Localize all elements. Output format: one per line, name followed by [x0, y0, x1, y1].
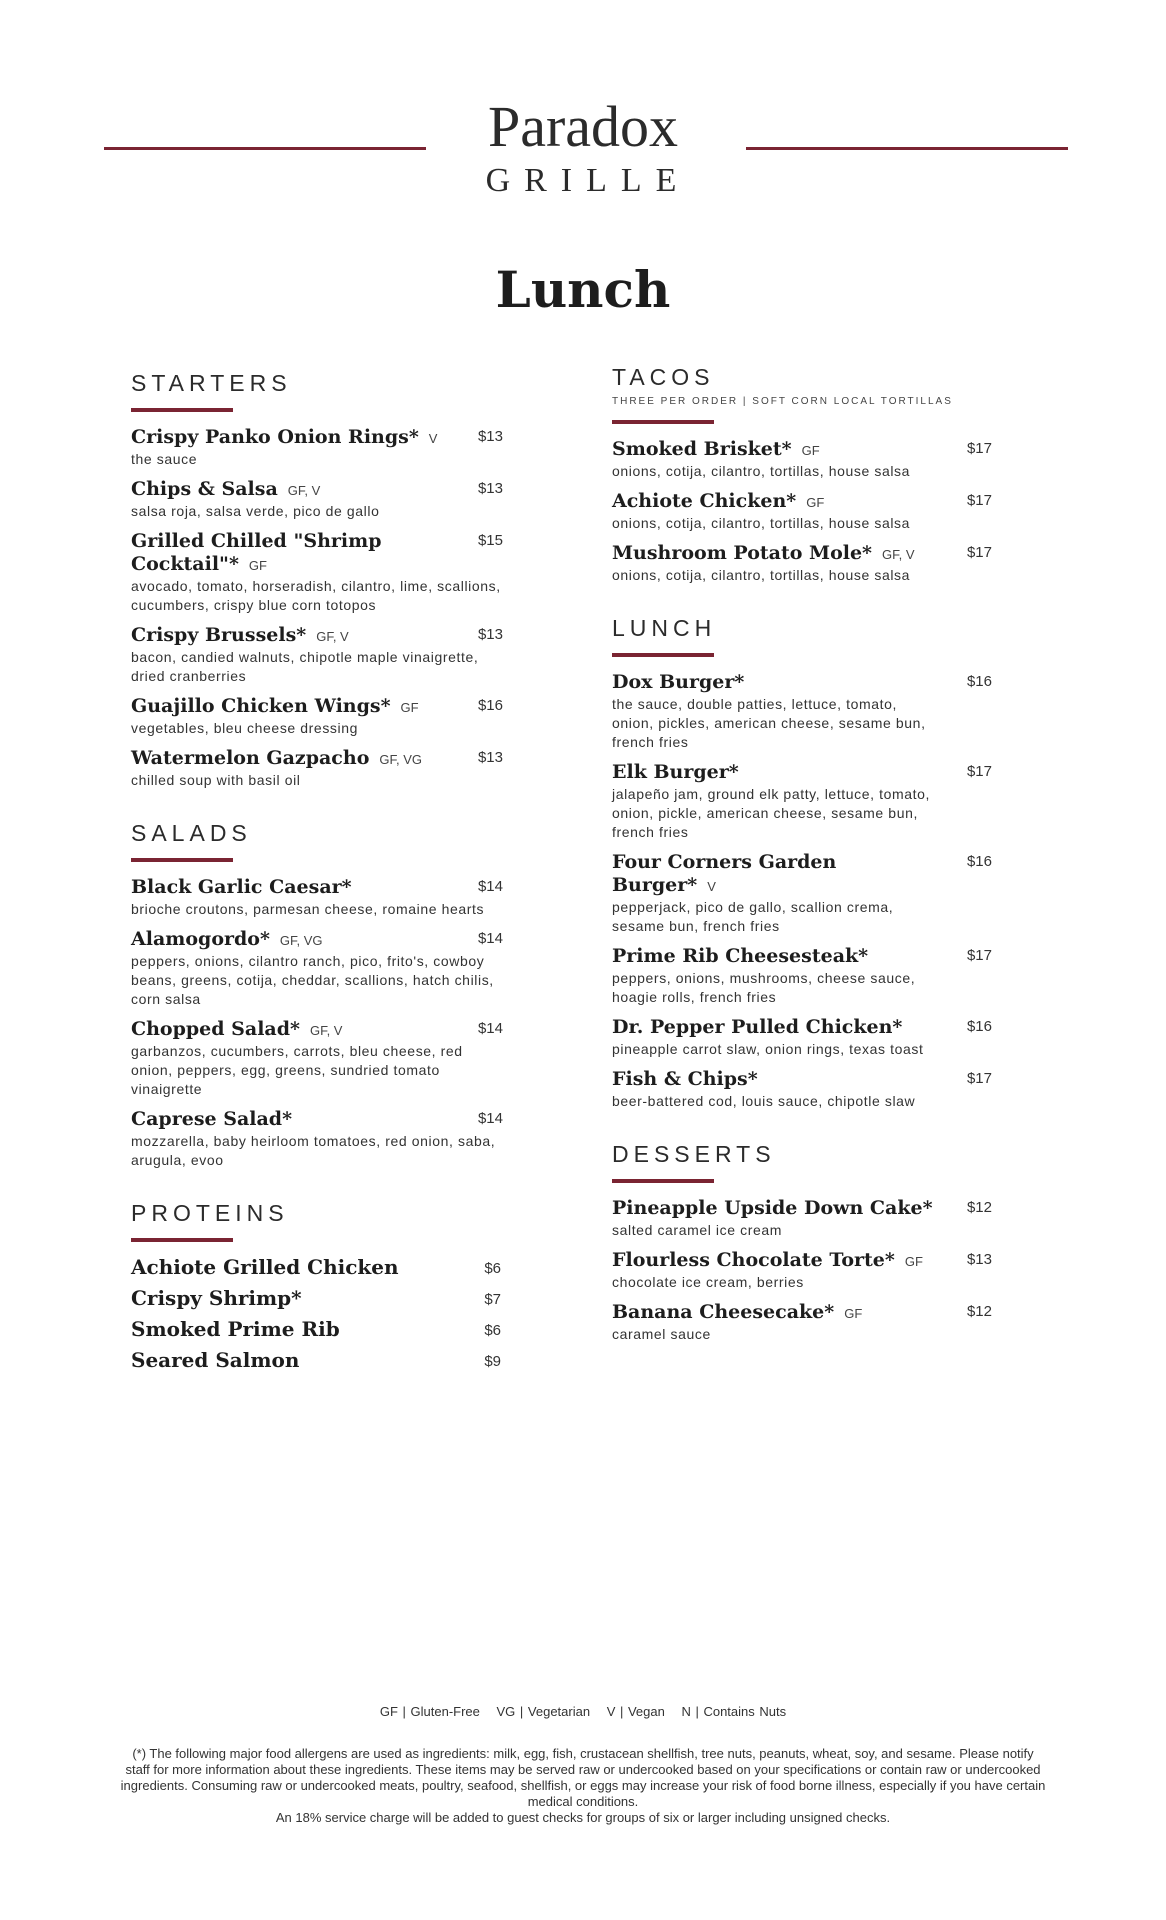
- menu-item-header: [612, 761, 942, 784]
- menu-item-description: onions, cotija, cilantro, tortillas, house salsa: [612, 567, 911, 583]
- menu-item-price: $7: [484, 1291, 501, 1308]
- section-rule: [612, 420, 714, 424]
- right-column: [612, 362, 992, 1372]
- menu-item-name: Guajillo Chicken Wings*: [131, 695, 391, 717]
- menu-item: [612, 945, 992, 1007]
- section-rule: [612, 1179, 714, 1183]
- menu-item-header: [131, 876, 456, 899]
- menu-item-description: caramel sauce: [612, 1326, 711, 1342]
- menu-item-header: [612, 1301, 942, 1324]
- menu-item-name: Dr. Pepper Pulled Chicken*: [612, 1016, 903, 1038]
- section-title: PROTEINS: [131, 1200, 289, 1226]
- menu-item: [612, 1016, 992, 1059]
- section-rule: [131, 1238, 233, 1242]
- dietary-tag: GF: [904, 1254, 923, 1269]
- menu-item-header: [131, 1256, 456, 1279]
- legend-vg: VG | Vegetarian: [496, 1704, 591, 1719]
- menu-item: [612, 1068, 992, 1111]
- menu-item-price: $14: [477, 1020, 503, 1037]
- menu-item-header: [612, 1249, 942, 1272]
- legend-n: N | Contains Nuts: [681, 1704, 787, 1719]
- dietary-tag: GF, V: [309, 1023, 343, 1038]
- menu-item-price: $16: [966, 853, 992, 870]
- page-title: Lunch: [495, 260, 671, 319]
- menu-item-description: bacon, candied walnuts, chipotle maple vinaigrette, dried cranberries: [131, 649, 479, 684]
- section-rule: [612, 653, 714, 657]
- menu-item-price: $14: [477, 930, 503, 947]
- dietary-tag: GF, V: [881, 547, 915, 562]
- menu-item-header: [131, 1108, 456, 1131]
- menu-item-price: $13: [477, 428, 503, 445]
- menu-item-name: Dox Burger*: [612, 671, 745, 693]
- menu-item-name: Chips & Salsa: [131, 478, 278, 500]
- menu-item-price: $17: [966, 1070, 992, 1087]
- menu-item-name: Smoked Brisket*: [612, 438, 792, 460]
- menu-item-description: garbanzos, cucumbers, carrots, bleu cheese, red onion, peppers, egg, greens, sundried tomato vinaigrette: [131, 1043, 463, 1097]
- menu-item-header: [612, 1068, 942, 1091]
- menu-item-header: [131, 624, 456, 647]
- section-title: STARTERS: [131, 370, 292, 396]
- menu-item-name: Watermelon Gazpacho: [131, 747, 370, 769]
- menu-item: [131, 426, 503, 469]
- section-rule: [131, 858, 233, 862]
- menu-item-name: Black Garlic Caesar*: [131, 876, 352, 898]
- menu-item-price: $16: [966, 673, 992, 690]
- menu-item-name: Smoked Prime Rib: [131, 1317, 340, 1341]
- menu-item-name: Banana Cheesecake*: [612, 1301, 835, 1323]
- menu-item-price: $16: [966, 1018, 992, 1035]
- menu-item-header: [131, 1287, 456, 1310]
- section-rule: [131, 408, 233, 412]
- menu-item-name: Prime Rib Cheesesteak*: [612, 945, 869, 967]
- menu-item-description: brioche croutons, parmesan cheese, romaine hearts: [131, 901, 485, 917]
- menu-item-name: Chopped Salad*: [131, 1018, 300, 1040]
- dietary-tag: V: [707, 879, 716, 894]
- menu-item-header: [131, 426, 456, 449]
- menu-item-name: Mushroom Potato Mole*: [612, 542, 872, 564]
- left-column: [131, 368, 503, 1408]
- menu-item-description: peppers, onions, cilantro ranch, pico, frito's, cowboy beans, greens, cotija, cheddar, scallions, hatch chilis, corn salsa: [131, 953, 494, 1007]
- menu-item-description: salted caramel ice cream: [612, 1222, 783, 1238]
- menu-item-name: Four Corners Garden Burger*: [612, 851, 837, 896]
- menu-item-price: $13: [477, 480, 503, 497]
- menu-item-description: avocado, tomato, horseradish, cilantro, lime, scallions, cucumbers, crispy blue corn totopos: [131, 578, 501, 613]
- menu-item-list: [612, 438, 992, 585]
- menu-item-header: [131, 1349, 456, 1372]
- menu-item: [612, 761, 992, 842]
- section-title: TACOS: [612, 364, 715, 390]
- menu-item-price: $17: [966, 947, 992, 964]
- menu-item-name: Achiote Chicken*: [612, 490, 797, 512]
- menu-item: [612, 1301, 992, 1344]
- menu-item: [131, 747, 503, 790]
- menu-item-description: peppers, onions, mushrooms, cheese sauce, hoagie rolls, french fries: [612, 970, 916, 1005]
- allergen-footnote: [120, 1746, 1046, 1826]
- section-subtitle: THREE PER ORDER | SOFT CORN LOCAL TORTILLAS: [612, 396, 953, 407]
- menu-item-price: $17: [966, 763, 992, 780]
- menu-item-header: [612, 945, 942, 968]
- menu-item: [131, 1018, 503, 1099]
- menu-item-list: [612, 671, 992, 1111]
- menu-item-price: $17: [966, 440, 992, 457]
- menu-item-description: the sauce: [131, 451, 198, 467]
- menu-item-price: $9: [484, 1353, 501, 1370]
- menu-item: [131, 928, 503, 1009]
- menu-item-header: [612, 438, 942, 461]
- menu-item-name: Crispy Brussels*: [131, 624, 307, 646]
- dietary-legend: [0, 1704, 1166, 1719]
- menu-item-header: [612, 671, 942, 694]
- service-charge-note: An 18% service charge will be added to guest checks for groups of six or larger including unsigned checks.: [275, 1810, 891, 1825]
- menu-item-name: Flourless Chocolate Torte*: [612, 1249, 895, 1271]
- section-lunch: [612, 613, 992, 1111]
- dietary-tag: V: [428, 431, 438, 446]
- dietary-tag: GF, VG: [279, 933, 323, 948]
- menu-item-header: [612, 542, 942, 565]
- menu-item: [612, 851, 992, 936]
- menu-header: [0, 95, 1166, 205]
- menu-item-header: [612, 490, 942, 513]
- protein-item: [131, 1287, 503, 1318]
- brand-name: Paradox: [487, 94, 679, 159]
- menu-item-price: $13: [966, 1251, 992, 1268]
- menu-item-price: $17: [966, 492, 992, 509]
- menu-item-description: vegetables, bleu cheese dressing: [131, 720, 359, 736]
- menu-item-price: $13: [477, 626, 503, 643]
- menu-item-header: [131, 928, 456, 951]
- dietary-tag: GF, V: [316, 629, 349, 644]
- menu-item-name: Seared Salmon: [131, 1348, 300, 1372]
- menu-item-description: beer-battered cod, louis sauce, chipotle slaw: [612, 1093, 916, 1109]
- menu-item-price: $6: [484, 1260, 501, 1277]
- menu-item-description: onions, cotija, cilantro, tortillas, house salsa: [612, 463, 911, 479]
- menu-item-name: Fish & Chips*: [612, 1068, 758, 1090]
- menu-item-name: Elk Burger*: [612, 761, 739, 783]
- section-tacos: [612, 362, 992, 585]
- menu-item-description: chilled soup with basil oil: [131, 772, 301, 788]
- menu-item-price: $12: [966, 1303, 992, 1320]
- dietary-tag: GF: [806, 495, 825, 510]
- menu-item-header: [131, 1318, 456, 1341]
- section-proteins: [131, 1198, 503, 1380]
- menu-item-price: $14: [477, 878, 503, 895]
- dietary-tag: GF, VG: [379, 752, 422, 767]
- protein-item: [131, 1349, 503, 1380]
- menu-item-description: mozzarella, baby heirloom tomatoes, red onion, saba, arugula, evoo: [131, 1133, 496, 1168]
- menu-item-header: [612, 851, 942, 897]
- protein-list: [131, 1256, 503, 1380]
- protein-item: [131, 1318, 503, 1349]
- section-salads: [131, 818, 503, 1170]
- menu-item-name: Caprese Salad*: [131, 1108, 292, 1130]
- menu-item-name: Crispy Panko Onion Rings*: [131, 426, 419, 448]
- menu-item-name: Alamogordo*: [131, 928, 270, 950]
- menu-item-list: [612, 1197, 992, 1344]
- menu-item-header: [131, 1018, 456, 1041]
- menu-item-description: the sauce, double patties, lettuce, tomato, onion, pickles, american cheese, sesame bun, french fries: [612, 696, 926, 750]
- menu-item: [131, 624, 503, 686]
- menu-item-list: [131, 876, 503, 1170]
- menu-item-header: [131, 695, 456, 718]
- dietary-tag: GF: [248, 558, 267, 573]
- menu-item-price: $17: [966, 544, 992, 561]
- legend-v: V | Vegan: [606, 1704, 665, 1719]
- menu-item-header: [612, 1016, 942, 1039]
- menu-item: [612, 671, 992, 752]
- menu-item-list: [131, 426, 503, 790]
- menu-item-price: $14: [477, 1110, 503, 1127]
- menu-item-header: [131, 530, 456, 576]
- dietary-tag: GF, V: [287, 483, 321, 498]
- menu-item-name: Crispy Shrimp*: [131, 1286, 302, 1310]
- menu-item: [131, 695, 503, 738]
- menu-item-price: $6: [484, 1322, 501, 1339]
- menu-item: [131, 530, 503, 615]
- section-starters: [131, 368, 503, 790]
- allergen-text: (*) The following major food allergens are used as ingredients: milk, egg, fish, crustacean shellfish, tree nuts, peanuts, wheat, soy, and sesame. Please notify staff for more information about these ingredients. These items may be served raw or undercooked based on your specifications or contain raw or undercooked ingredients. Consuming raw or undercooked meats, poultry, seafood, shellfish, or eggs may increase your risk of food borne illness, especially if you have certain medical conditions.: [120, 1746, 1046, 1809]
- menu-item: [612, 438, 992, 481]
- section-title: LUNCH: [612, 615, 717, 641]
- section-title: DESSERTS: [612, 1141, 776, 1167]
- menu-item-name: Achiote Grilled Chicken: [131, 1255, 399, 1279]
- menu-item-price: $15: [477, 532, 503, 549]
- section-title: SALADS: [131, 820, 252, 846]
- menu-item: [131, 1108, 503, 1170]
- menu-item: [131, 478, 503, 521]
- menu-item-price: $12: [966, 1199, 992, 1216]
- menu-item: [131, 876, 503, 919]
- menu-item-description: salsa roja, salsa verde, pico de gallo: [131, 503, 380, 519]
- menu-item-price: $16: [477, 697, 503, 714]
- menu-item: [612, 1249, 992, 1292]
- menu-item-header: [131, 478, 456, 501]
- dietary-tag: GF: [801, 443, 820, 458]
- dietary-tag: GF: [400, 700, 419, 715]
- legend-gf: GF | Gluten-Free: [379, 1704, 480, 1719]
- menu-item: [612, 542, 992, 585]
- menu-item-description: pineapple carrot slaw, onion rings, texas toast: [612, 1041, 924, 1057]
- menu-item-name: Pineapple Upside Down Cake*: [612, 1197, 933, 1219]
- dietary-tag: GF: [844, 1306, 863, 1321]
- menu-item-description: onions, cotija, cilantro, tortillas, house salsa: [612, 515, 911, 531]
- brand-subtitle: GRILLE: [485, 162, 691, 199]
- menu-item-header: [612, 1197, 942, 1220]
- menu-item: [612, 490, 992, 533]
- menu-item-header: [131, 747, 456, 770]
- protein-item: [131, 1256, 503, 1287]
- menu-item-price: $13: [477, 749, 503, 766]
- section-desserts: [612, 1139, 992, 1344]
- menu-item: [612, 1197, 992, 1240]
- menu-item-description: pepperjack, pico de gallo, scallion crema, sesame bun, french fries: [612, 899, 894, 934]
- menu-item-description: jalapeño jam, ground elk patty, lettuce, tomato, onion, pickle, american cheese, sesame bun, french fries: [612, 786, 931, 840]
- menu-item-name: Grilled Chilled "Shrimp Cocktail"*: [131, 530, 382, 575]
- menu-item-description: chocolate ice cream, berries: [612, 1274, 804, 1290]
